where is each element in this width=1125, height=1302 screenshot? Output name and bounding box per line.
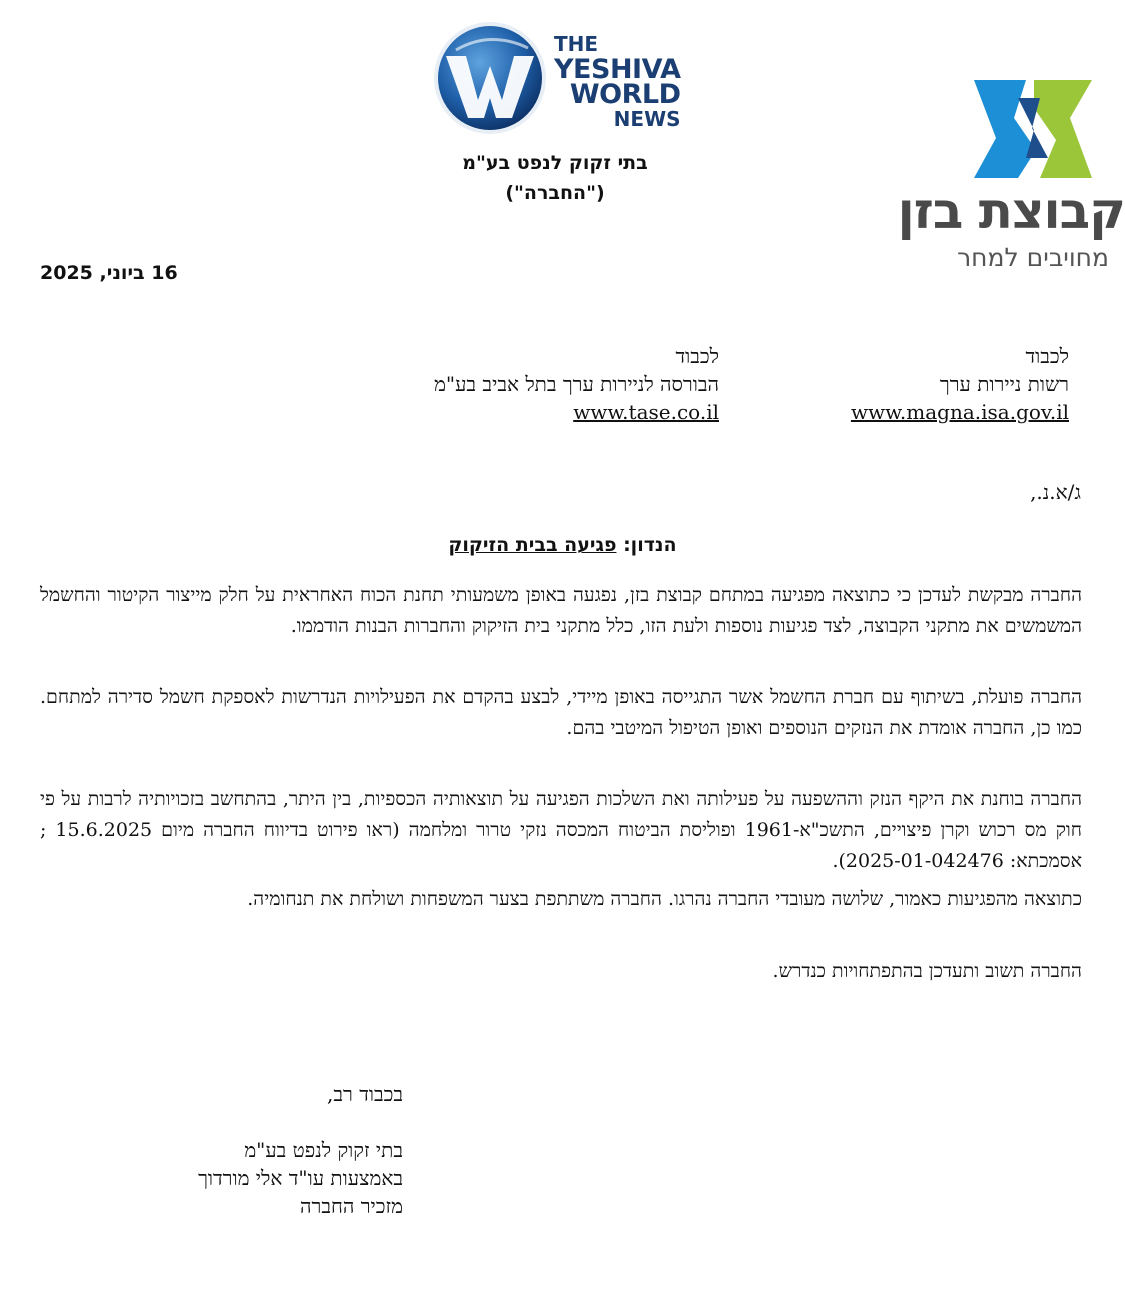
subject-line bbox=[0, 534, 1125, 556]
recipient-name: רשות ניירות ערך bbox=[939, 372, 1069, 396]
recipient-url-link[interactable]: www.magna.isa.gov.il bbox=[850, 400, 1069, 424]
bazan-name: קבוצת בזן bbox=[897, 182, 1125, 240]
bazan-slogan: מחויבים למחר bbox=[957, 243, 1109, 272]
ywn-wordmark bbox=[554, 32, 681, 132]
company-alias: ("החברה") bbox=[505, 182, 605, 204]
recipient-name: הבורסה לניירות ערך בתל אביב בע"מ bbox=[434, 372, 719, 396]
bazan-emblem-icon bbox=[974, 78, 1092, 178]
recipient-salutation: לכבוד bbox=[1025, 344, 1069, 368]
letter-date: 16 ביוני, 2025 bbox=[40, 262, 178, 284]
signature-company: בתי זקוק לנפט בע"מ bbox=[244, 1138, 403, 1162]
ywn-globe-icon bbox=[432, 20, 548, 136]
company-name-heading: בתי זקוק לנפט בע"מ bbox=[462, 152, 648, 174]
recipient-url-link[interactable]: www.tase.co.il bbox=[573, 400, 719, 424]
signature-title: מזכיר החברה bbox=[300, 1194, 403, 1218]
signature-closing: בכבוד רב, bbox=[327, 1082, 403, 1106]
ywn-word-news: NEWS bbox=[613, 107, 681, 131]
ywn-word-yeshiva: YESHIVA bbox=[554, 54, 681, 85]
greeting: ג/א.נ., bbox=[1030, 480, 1081, 504]
subject-text: פגיעה בבית הזיקוק bbox=[448, 534, 617, 556]
ywn-word-the: THE bbox=[554, 32, 599, 56]
body-paragraph: החברה מבקשת לעדכן כי כתוצאה מפגיעה במתחם קבוצת בזן, נפגעה באופן משמעותי תחנת הכוח האחראית על חלק מייצור הקיטור והחשמל המשמשים את מתקני הקבוצה, לצד פגיעות נוספות ולעת הזו, כלל מתקני בית הזיקוק והחברות הבנות הודממו. bbox=[40, 584, 1082, 637]
recipient-isa bbox=[709, 342, 1069, 426]
subject-prefix: הנדון: bbox=[623, 534, 677, 556]
body-paragraph: כתוצאה מהפגיעות כאמור, שלושה מעובדי החברה נהרגו. החברה משתתפת בצער המשפחות ושולחת את תנחומיה. bbox=[247, 888, 1082, 910]
recipient-salutation: לכבוד bbox=[675, 344, 719, 368]
signature-by: באמצעות עו"ד אלי מורדוך bbox=[198, 1166, 403, 1190]
body-paragraph: החברה פועלת, בשיתוף עם חברת החשמל אשר התגייסה באופן מיידי, לבצע בהקדם את הפעילויות הנדרשות לאספקת חשמל סדירה למתחם. כמו כן, החברה אומדת את הנזקים הנוספים ואופן הטיפול המיטבי בהם. bbox=[40, 686, 1082, 739]
bazan-logo bbox=[897, 78, 1125, 273]
recipient-tase bbox=[299, 342, 719, 426]
signature-block bbox=[43, 1136, 403, 1220]
body-paragraph: החברה תשוב ותעדכן בהתפתחויות כנדרש. bbox=[772, 960, 1082, 982]
body-paragraph: החברה בוחנת את היקף הנזק וההשפעה על פעילותה ואת השלכות הפגיעה על תוצאותיה הכספיות, בין היתר, בהתחשב בזכויותיה לרבות על פי חוק מס רכוש וקרן פיצויים, התשכ"א-1961 ופוליסת הביטוח המכסה נזקי טרור ומלחמה (ראו פירוט בדיווח החברה מיום 15.6.2025 ; אסמכתא: 2025-01-042476). bbox=[40, 788, 1082, 872]
ywn-logo bbox=[432, 20, 692, 138]
ywn-word-world: WORLD bbox=[569, 79, 681, 110]
